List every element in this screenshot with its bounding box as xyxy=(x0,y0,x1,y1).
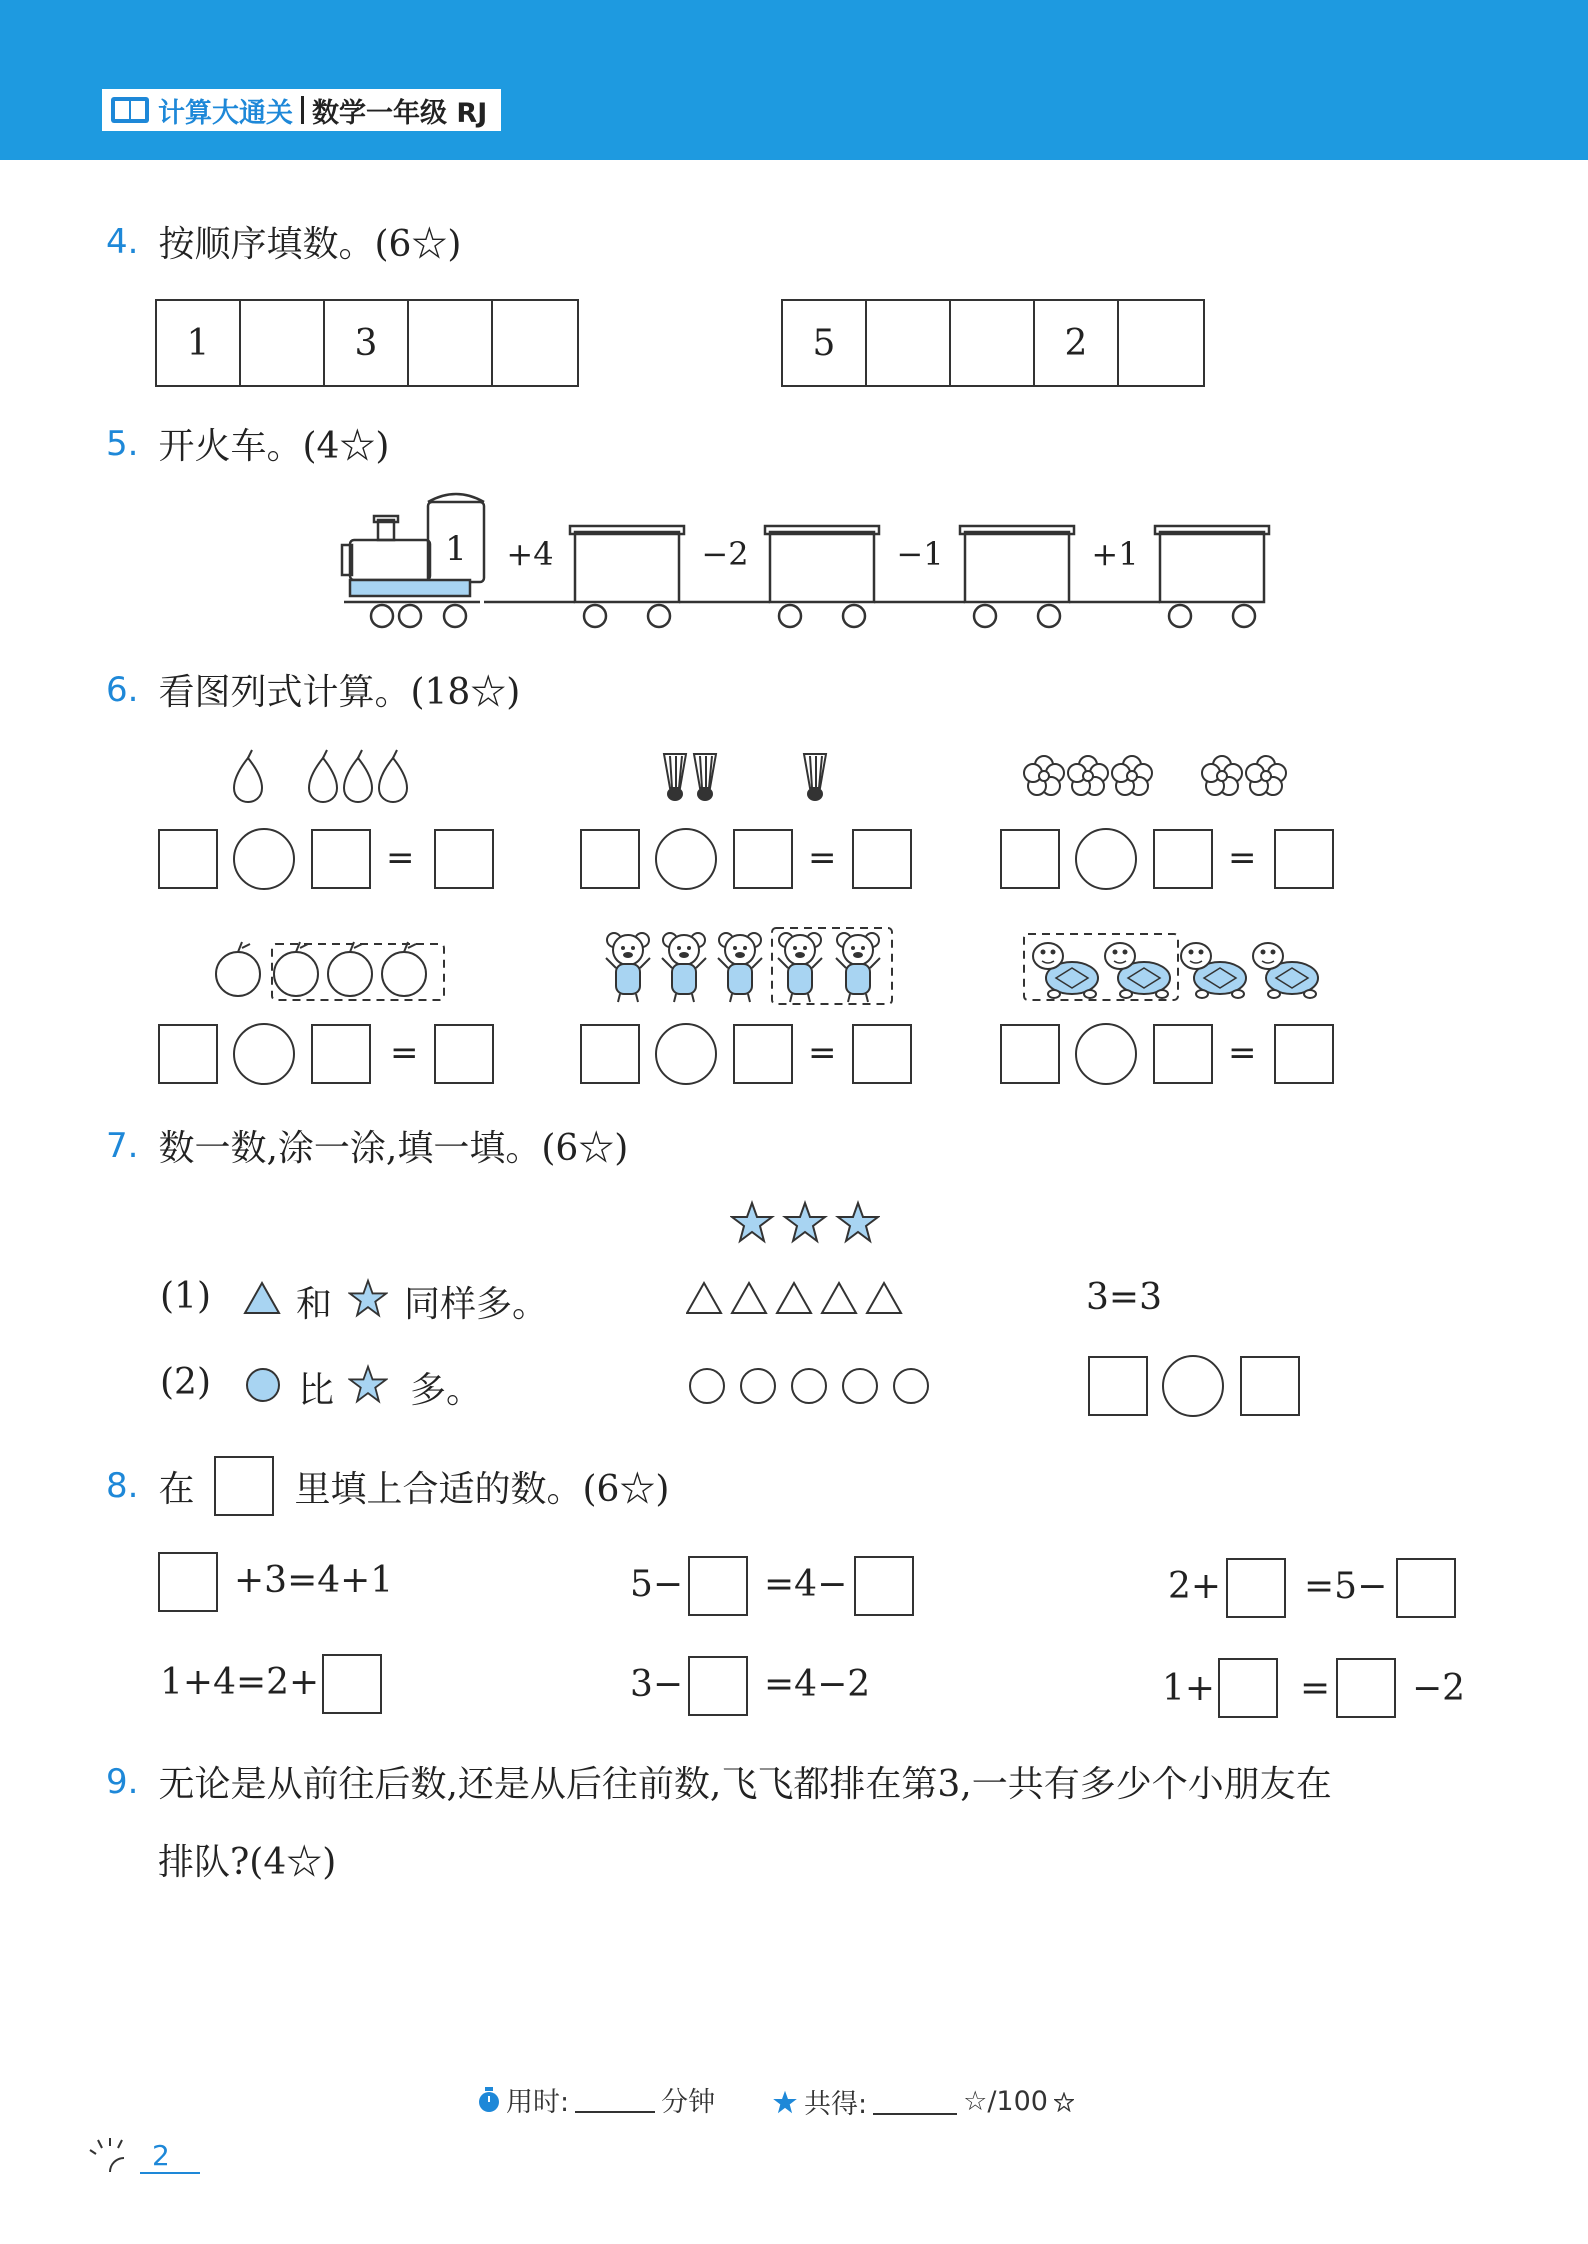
shuttlecock-icon xyxy=(804,754,826,800)
question-text: 开火车。(4☆) xyxy=(158,426,390,467)
turtle-icon xyxy=(1253,943,1318,998)
triangle-icon[interactable] xyxy=(777,1283,811,1313)
sequence-blank[interactable] xyxy=(493,301,577,385)
apple-icon xyxy=(328,942,372,996)
question-number: 7. xyxy=(106,1125,139,1166)
time-unit: 分钟 xyxy=(661,2087,716,2118)
triangles-row xyxy=(686,1278,916,1318)
equation-text: 1+ xyxy=(1162,1668,1216,1709)
sun-icon xyxy=(88,2136,132,2174)
circle-icon[interactable] xyxy=(741,1369,775,1403)
answer-box[interactable] xyxy=(434,1024,494,1084)
reference-stars xyxy=(730,1200,880,1246)
answer-box[interactable] xyxy=(1000,829,1060,889)
star-icon xyxy=(838,1203,878,1241)
equation-text: =5− xyxy=(1304,1566,1388,1607)
sequence-blank[interactable] xyxy=(867,301,951,385)
triangle-icon[interactable] xyxy=(822,1283,856,1313)
question-text: 在 xyxy=(158,1468,195,1510)
circle-icon xyxy=(244,1366,282,1404)
train-diagram xyxy=(330,490,1280,640)
answer-box[interactable] xyxy=(1226,1558,1286,1618)
operator-circle[interactable] xyxy=(233,1023,295,1085)
shuttlecock-icon xyxy=(664,754,686,800)
answer-box[interactable] xyxy=(1240,1356,1300,1416)
equals-sign: = xyxy=(1228,838,1257,878)
answer-box[interactable] xyxy=(1088,1356,1148,1416)
question-number: 6. xyxy=(106,669,139,710)
star-icon xyxy=(785,1203,825,1241)
header-divider xyxy=(301,96,304,124)
shuttlecock-icon xyxy=(694,754,716,800)
triangle-icon[interactable] xyxy=(687,1283,721,1313)
operator-circle[interactable] xyxy=(1162,1355,1224,1417)
sequence-cell: 3 xyxy=(325,301,409,385)
pear-icon xyxy=(234,750,262,802)
equation-text: = xyxy=(1300,1668,1331,1709)
question-8-title xyxy=(106,1456,669,1516)
pear-icon xyxy=(309,750,337,802)
turtles-picture xyxy=(1020,930,1330,1004)
score-suffix: ☆/100 xyxy=(963,2086,1048,2117)
answer-box[interactable] xyxy=(1274,1024,1334,1084)
answer-box[interactable] xyxy=(158,829,218,889)
star-icon xyxy=(732,1203,772,1241)
train-op-3: −1 xyxy=(896,535,944,573)
apple-icon xyxy=(216,942,260,996)
time-blank[interactable] xyxy=(575,2087,655,2113)
equation-text: −2 xyxy=(1412,1668,1466,1709)
question-text: 数一数,涂一涂,填一填。(6☆) xyxy=(158,1128,629,1169)
equation-text: 1+4=2+ xyxy=(160,1662,320,1703)
book-icon xyxy=(110,95,150,125)
answer-box[interactable] xyxy=(311,1024,371,1084)
question-4-title xyxy=(106,216,461,267)
operator-circle[interactable] xyxy=(1075,828,1137,890)
turtle-icon xyxy=(1181,943,1246,998)
apples-picture xyxy=(212,938,452,1002)
flowers-picture xyxy=(1020,752,1310,802)
sequence-blank[interactable] xyxy=(241,301,325,385)
answer-box[interactable] xyxy=(852,1024,912,1084)
example-box xyxy=(214,1456,274,1516)
answer-box[interactable] xyxy=(854,1556,914,1616)
score-label: 共得: xyxy=(804,2089,868,2120)
triangle-icon[interactable] xyxy=(867,1283,901,1313)
header-subtitle: 数学一年级 RJ xyxy=(312,97,488,129)
star-icon xyxy=(348,1364,388,1404)
circle-icon[interactable] xyxy=(894,1369,928,1403)
circles-row xyxy=(686,1366,950,1406)
answer-box[interactable] xyxy=(733,829,793,889)
time-field xyxy=(478,2080,715,2119)
question-number: 9. xyxy=(106,1761,139,1802)
question-text: 排队?(4☆) xyxy=(158,1842,337,1883)
equals-sign: = xyxy=(390,1033,419,1073)
triangle-icon xyxy=(242,1280,282,1316)
part-text: 同样多。 xyxy=(404,1284,549,1325)
equals-sign: = xyxy=(386,838,415,878)
question-text: 看图列式计算。(18☆) xyxy=(158,672,521,713)
page-number-block xyxy=(88,2136,200,2174)
question-number: 4. xyxy=(106,221,139,262)
question-5-title xyxy=(106,418,389,469)
turtle-icon xyxy=(1033,943,1098,998)
bear-icon xyxy=(718,933,762,1002)
answer-box[interactable] xyxy=(688,1556,748,1616)
train-op-2: −2 xyxy=(701,535,749,573)
circle-icon[interactable] xyxy=(843,1369,877,1403)
answer-box[interactable] xyxy=(1336,1658,1396,1718)
sequence-blank[interactable] xyxy=(1119,301,1203,385)
train-op-4: +1 xyxy=(1091,535,1139,573)
question-text: 里填上合适的数。(6☆) xyxy=(294,1468,670,1510)
equation-text: 5− xyxy=(630,1564,684,1605)
page-header-band xyxy=(0,0,1588,160)
equation-text: 3− xyxy=(630,1664,684,1705)
flower-icon xyxy=(1068,756,1108,795)
example-answer: 3=3 xyxy=(1086,1277,1162,1318)
header-brand: 计算大通关 xyxy=(158,97,293,129)
circle-icon[interactable] xyxy=(690,1369,724,1403)
answer-box[interactable] xyxy=(158,1024,218,1084)
circle-icon[interactable] xyxy=(792,1369,826,1403)
sequence-cell: 1 xyxy=(157,301,241,385)
answer-box[interactable] xyxy=(688,1656,748,1716)
sequence-blank[interactable] xyxy=(951,301,1035,385)
operator-circle[interactable] xyxy=(1075,1023,1137,1085)
answer-box[interactable] xyxy=(1396,1558,1456,1618)
sequence-cell: 2 xyxy=(1035,301,1119,385)
train-car-3[interactable] xyxy=(960,526,1074,627)
equation-text: +3=4+1 xyxy=(234,1560,394,1601)
train-car-4[interactable] xyxy=(1155,526,1269,627)
operator-circle[interactable] xyxy=(233,828,295,890)
triangle-icon[interactable] xyxy=(732,1283,766,1313)
operator-circle[interactable] xyxy=(655,1023,717,1085)
score-field xyxy=(772,2082,1074,2121)
answer-box[interactable] xyxy=(311,829,371,889)
answer-box[interactable] xyxy=(322,1654,382,1714)
turtle-icon xyxy=(1105,943,1170,998)
part-text: 多。 xyxy=(410,1370,483,1411)
answer-box[interactable] xyxy=(1274,829,1334,889)
part-label: (1) xyxy=(160,1276,211,1317)
answer-box[interactable] xyxy=(852,829,912,889)
time-label: 用时: xyxy=(506,2087,570,2118)
equation-text: =4−2 xyxy=(764,1664,871,1705)
answer-box[interactable] xyxy=(1153,1024,1213,1084)
question-text: 按顺序填数。(6☆) xyxy=(158,224,462,265)
bears-picture xyxy=(602,926,902,1006)
answer-box[interactable] xyxy=(434,829,494,889)
operator-circle[interactable] xyxy=(655,828,717,890)
star-outline-icon xyxy=(1054,2092,1074,2112)
flower-icon xyxy=(1246,756,1286,795)
flower-icon xyxy=(1024,756,1064,795)
answer-box[interactable] xyxy=(580,829,640,889)
flower-icon xyxy=(1202,756,1242,795)
question-number: 5. xyxy=(106,423,139,464)
pear-icon xyxy=(379,750,407,802)
part-label: (2) xyxy=(160,1362,211,1403)
answer-box[interactable] xyxy=(733,1024,793,1084)
timer-icon xyxy=(478,2087,500,2113)
sequence-blank[interactable] xyxy=(409,301,493,385)
equation-text: 2+ xyxy=(1168,1566,1222,1607)
equation-text: =4− xyxy=(764,1564,848,1605)
train-op-1: +4 xyxy=(506,535,554,573)
header-tag xyxy=(102,89,501,131)
page-number: 2 xyxy=(140,2139,200,2174)
apple-icon xyxy=(274,942,318,996)
sequence-box-1 xyxy=(155,299,579,387)
answer-box[interactable] xyxy=(1000,1024,1060,1084)
engine-value: 1 xyxy=(445,529,467,569)
answer-box[interactable] xyxy=(1153,829,1213,889)
bear-icon xyxy=(778,933,822,1002)
train-car-2[interactable] xyxy=(765,526,879,627)
pear-icon xyxy=(344,750,372,802)
equals-sign: = xyxy=(808,1033,837,1073)
pears-picture xyxy=(230,748,430,804)
star-icon xyxy=(772,2089,798,2115)
flower-icon xyxy=(1112,756,1152,795)
bear-icon xyxy=(662,933,706,1002)
question-6-title xyxy=(106,664,520,715)
question-7-title xyxy=(106,1120,628,1171)
question-number: 8. xyxy=(106,1466,139,1506)
apple-icon xyxy=(382,942,426,996)
part-text: 和 xyxy=(296,1284,333,1325)
train-car-1[interactable] xyxy=(570,526,684,627)
shuttlecocks-picture xyxy=(650,748,850,804)
score-blank[interactable] xyxy=(873,2089,957,2115)
answer-box[interactable] xyxy=(158,1552,218,1612)
bear-icon xyxy=(606,933,650,1002)
equals-sign: = xyxy=(1228,1033,1257,1073)
answer-box[interactable] xyxy=(1218,1658,1278,1718)
answer-box[interactable] xyxy=(580,1024,640,1084)
star-icon xyxy=(348,1278,388,1318)
equals-sign: = xyxy=(808,838,837,878)
sequence-cell: 5 xyxy=(783,301,867,385)
sequence-box-2 xyxy=(781,299,1205,387)
question-9-title xyxy=(106,1756,1332,1807)
bear-icon xyxy=(836,933,880,1002)
part-text: 比 xyxy=(298,1370,335,1411)
question-text: 无论是从前往后数,还是从后往前数,飞飞都排在第3,一共有多少个小朋友在 xyxy=(158,1764,1332,1805)
